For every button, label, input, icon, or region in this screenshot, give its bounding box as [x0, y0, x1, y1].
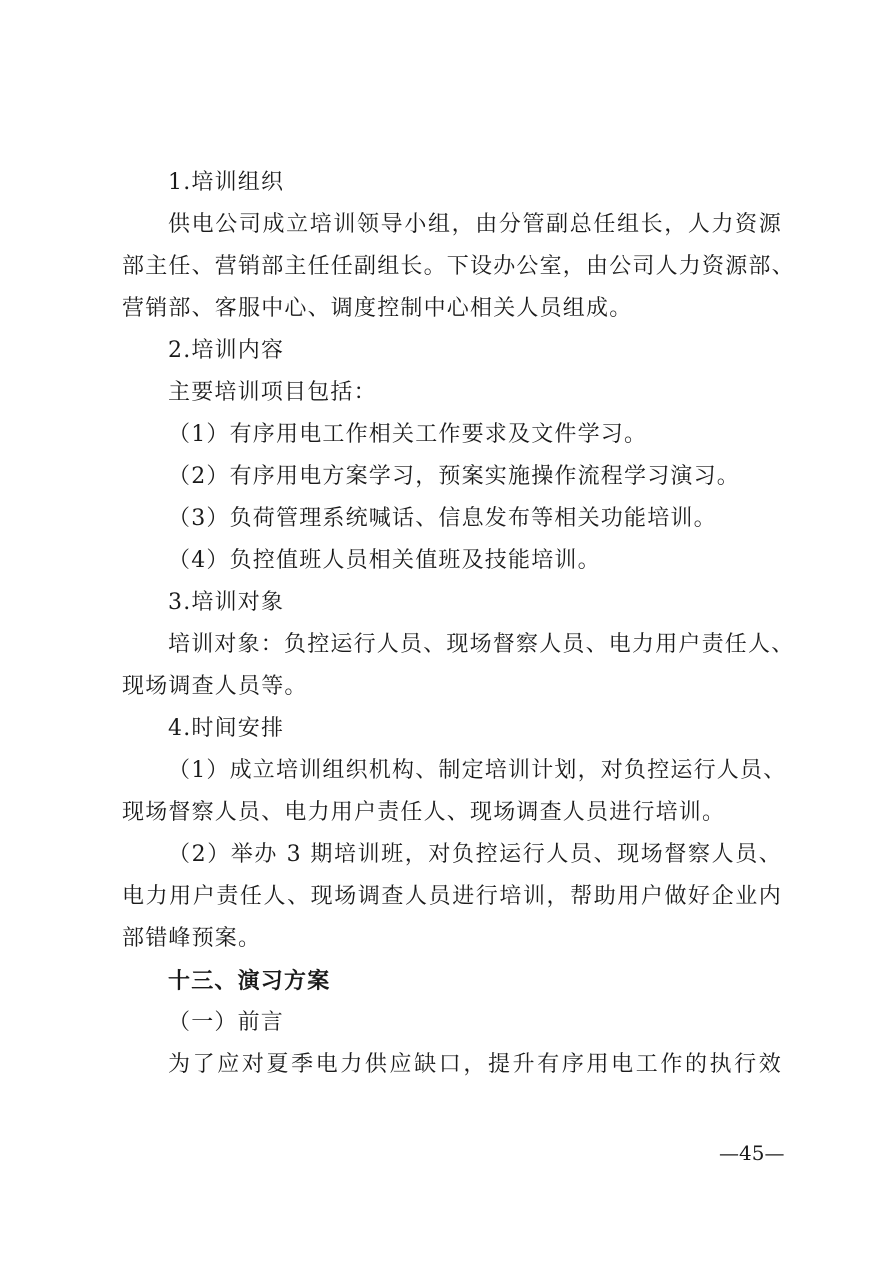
- section-heading: 十三、演习方案: [168, 968, 331, 994]
- heading-training-organization: 1.培训组织: [168, 170, 285, 195]
- page-number: —45—: [719, 1141, 785, 1165]
- paragraph-line: 部主任、营销部主任任副组长。下设办公室，由公司人力资源部、: [122, 254, 795, 279]
- subsection-heading: （一）前言: [168, 1010, 285, 1035]
- paragraph-line: 现场调查人员等。: [122, 674, 308, 699]
- heading-training-content: 2.培训内容: [168, 338, 285, 363]
- paragraph-line: （1）成立培训组织机构、制定培训计划，对负控运行人员、: [168, 758, 787, 783]
- heading-training-targets: 3.培训对象: [168, 590, 285, 615]
- paragraph-line: 部错峰预案。: [122, 926, 262, 951]
- paragraph-line: （2）举办 3 期培训班，对负控运行人员、现场督察人员、: [168, 842, 782, 867]
- paragraph-line: 培训对象：负控运行人员、现场督察人员、电力用户责任人、: [168, 632, 795, 657]
- paragraph-line: 电力用户责任人、现场调查人员进行培训，帮助用户做好企业内: [122, 884, 782, 909]
- paragraph-line: 主要培训项目包括：: [168, 380, 377, 405]
- heading-schedule: 4.时间安排: [168, 716, 285, 741]
- paragraph-line: 为了应对夏季电力供应缺口，提升有序用电工作的执行效: [168, 1052, 782, 1077]
- paragraph-line: 供电公司成立培训领导小组，由分管副总任组长，人力资源: [168, 212, 782, 237]
- list-item: （4）负控值班人员相关值班及技能培训。: [168, 548, 601, 573]
- list-item: （2）有序用电方案学习，预案实施操作流程学习演习。: [168, 464, 740, 489]
- paragraph-line: 营销部、客服中心、调度控制中心相关人员组成。: [122, 296, 633, 321]
- paragraph-line: 现场督察人员、电力用户责任人、现场调查人员进行培训。: [122, 800, 726, 825]
- list-item: （3）负荷管理系统喊话、信息发布等相关功能培训。: [168, 506, 717, 531]
- list-item: （1）有序用电工作相关工作要求及文件学习。: [168, 422, 648, 447]
